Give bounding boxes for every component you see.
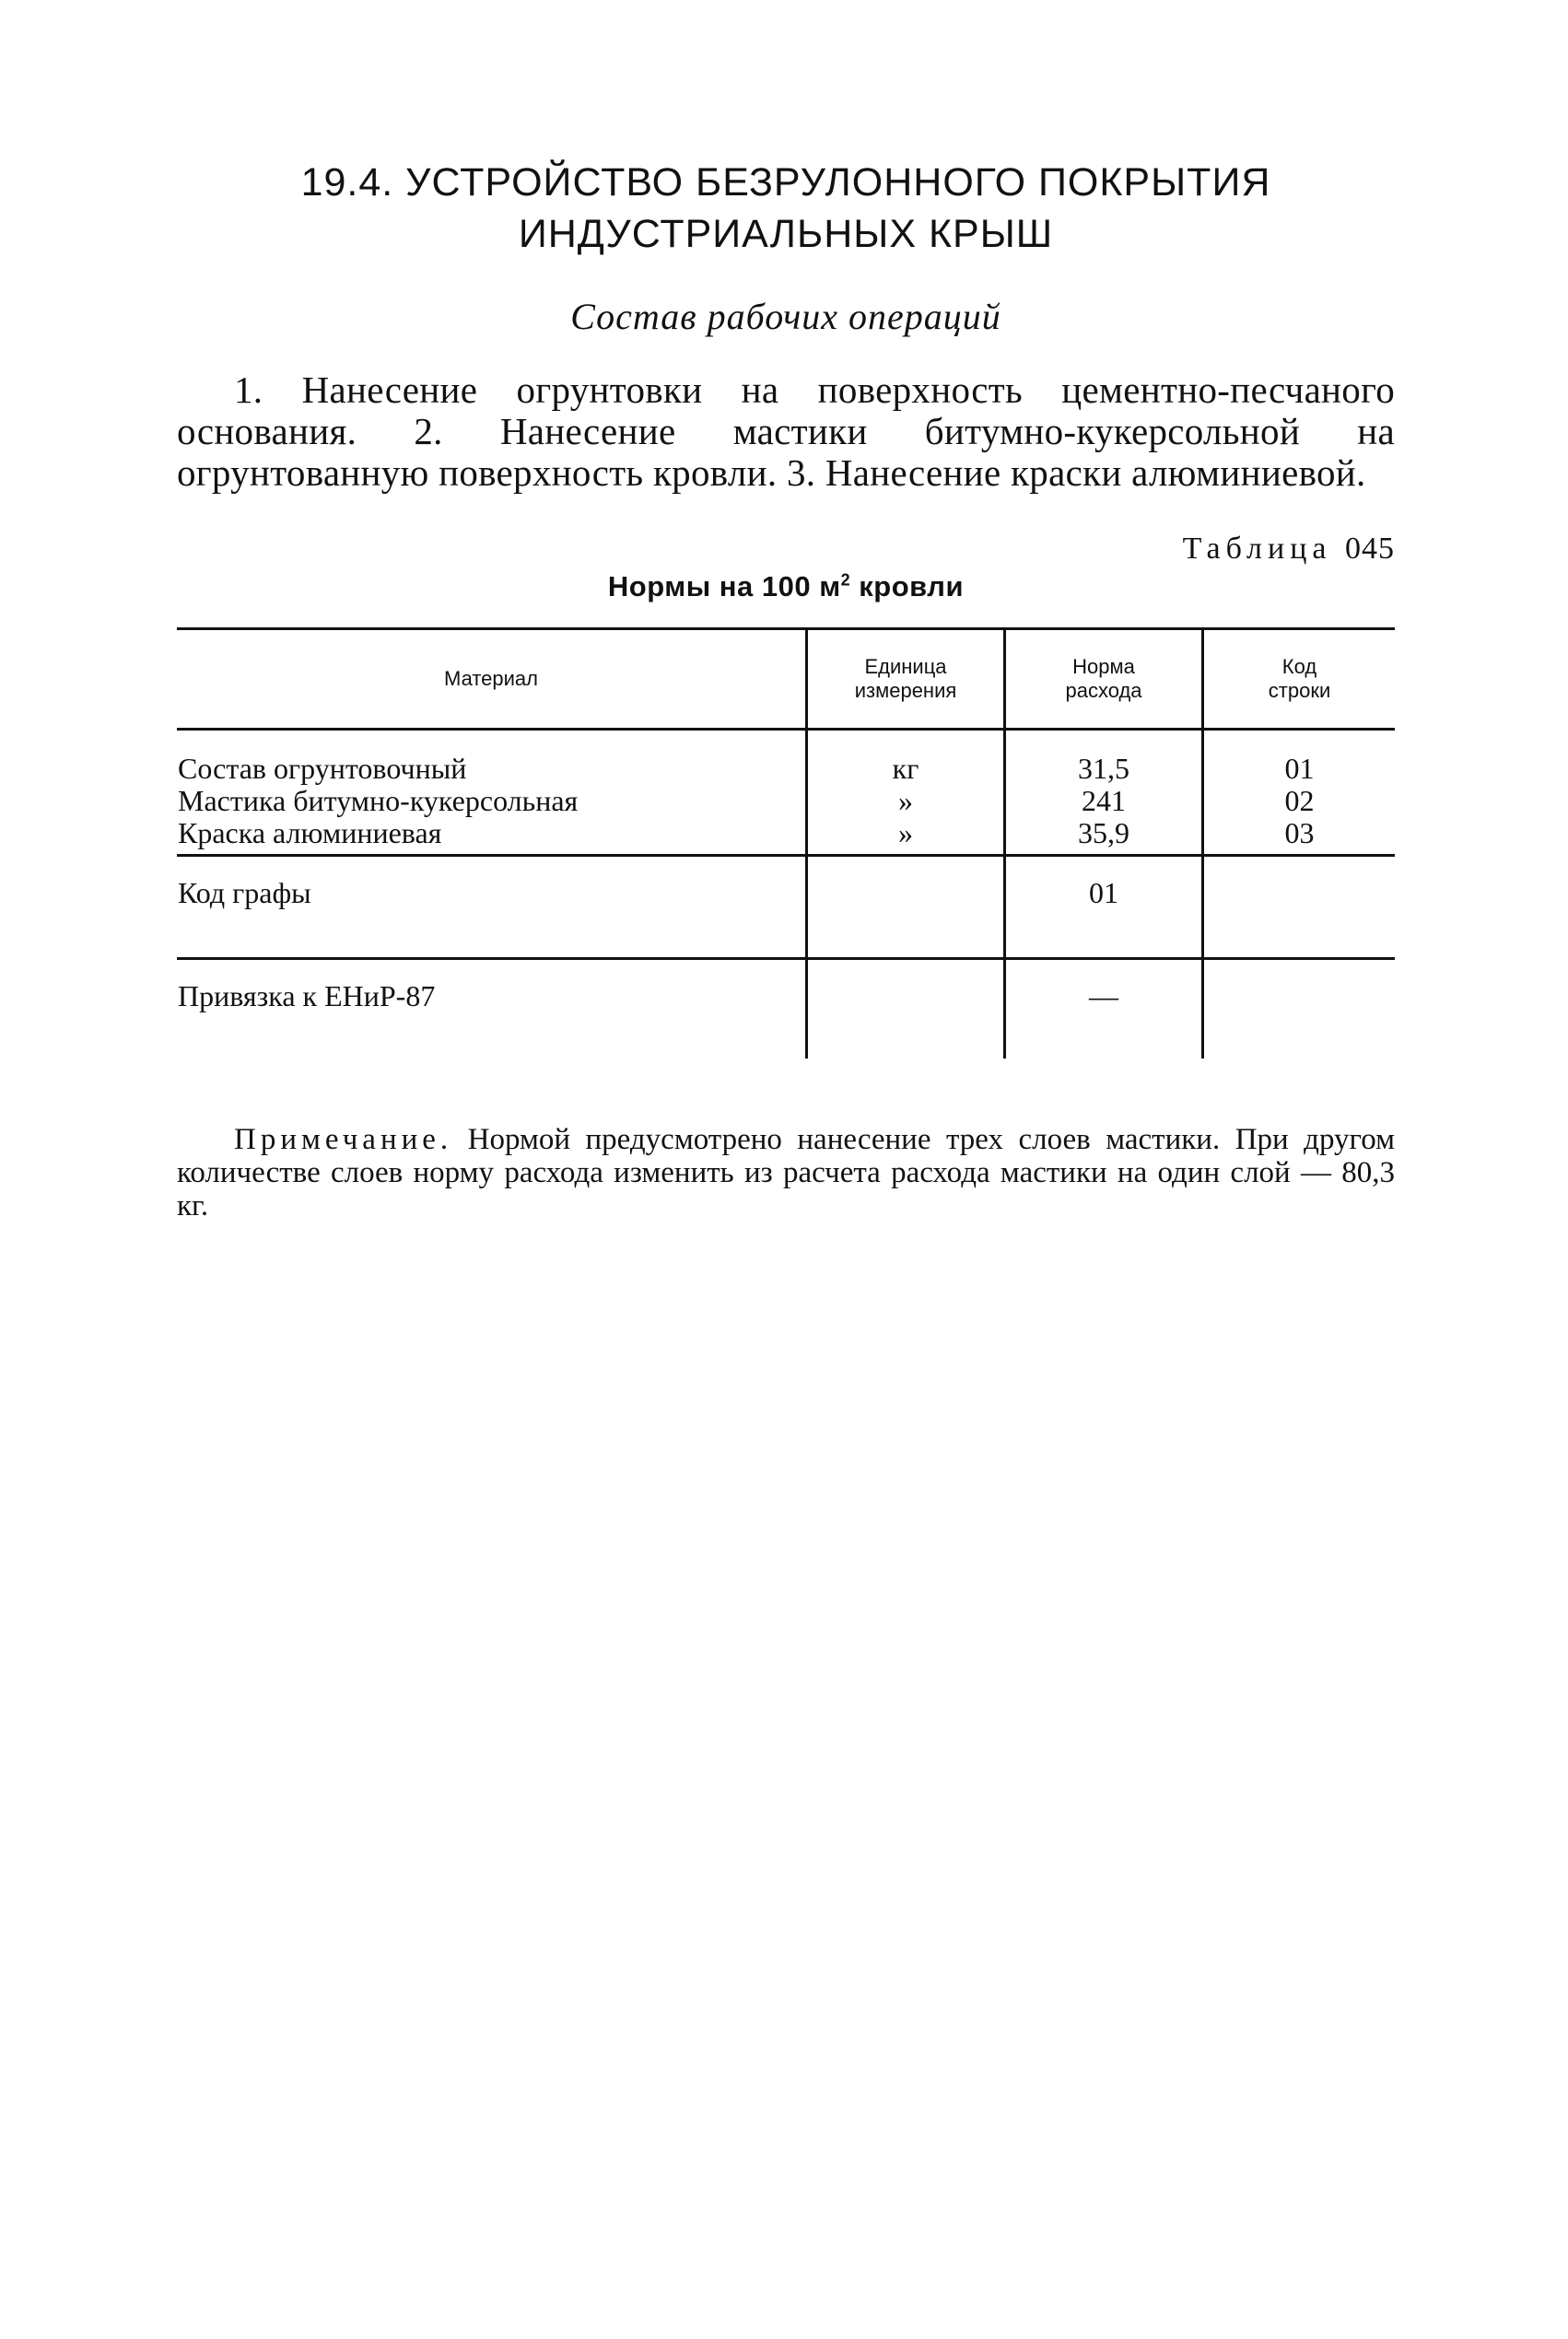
- footnote-label: Примечание.: [234, 1123, 453, 1156]
- document-page: [177, 157, 1395, 1253]
- binding-unit-empty: [807, 959, 1005, 1059]
- graph-code-value: 01: [1005, 856, 1203, 959]
- graph-code-unit-empty: [807, 856, 1005, 959]
- table-row-norm: 241: [1082, 784, 1126, 817]
- header-material: [177, 629, 807, 730]
- table-row-norm: 35,9: [1078, 816, 1129, 849]
- table-row-unit: кг: [892, 752, 919, 785]
- binding-row: [177, 959, 1395, 1059]
- table-row-unit: »: [898, 784, 913, 817]
- footnote-text: Нормой предусмотрено нанесение трех слоев мастики. При другом количестве слоев норму расхода изменить из расчета расхода мастики на один слой — 80,3 кг.: [177, 1123, 1395, 1222]
- graph-code-label: Код графы: [177, 856, 807, 959]
- table-number-value: 045: [1345, 532, 1395, 566]
- header-unit-line2: измерения: [854, 679, 957, 702]
- table-caption-pre: Нормы на 100 м: [607, 570, 841, 602]
- graph-code-row: [177, 856, 1395, 959]
- units-cell: [807, 730, 1005, 856]
- header-norm-line2: расхода: [1065, 679, 1142, 702]
- binding-label: Привязка к ЕНиР-87: [177, 959, 807, 1059]
- materials-cell: [177, 730, 807, 856]
- norms-table: [177, 627, 1395, 1058]
- table-row-material: Состав огрунтовочный: [178, 752, 467, 785]
- footnote: [177, 1123, 1395, 1222]
- header-code: [1203, 629, 1396, 730]
- table-header-row: [177, 629, 1395, 730]
- header-unit-line1: Единица: [864, 655, 947, 678]
- table-caption: [177, 570, 1395, 603]
- graph-code-code-empty: [1203, 856, 1396, 959]
- section-title: [177, 157, 1395, 260]
- section-title-line2: ИНДУСТРИАЛЬНЫХ КРЫШ: [518, 212, 1054, 256]
- table-caption-sup: 2: [840, 570, 851, 590]
- table-row-norm: 31,5: [1078, 752, 1129, 785]
- header-material-label: Материал: [444, 667, 538, 690]
- operations-subtitle: Состав рабочих операций: [570, 296, 1001, 337]
- header-norm-line1: Норма: [1072, 655, 1135, 678]
- table-number-label: Таблица: [1182, 532, 1332, 566]
- materials-row: [177, 730, 1395, 856]
- table-row-material: Краска алюминиевая: [178, 816, 442, 849]
- table-row-code: 02: [1284, 784, 1315, 817]
- table-row-unit: »: [898, 816, 913, 849]
- table-row-code: 03: [1284, 816, 1315, 849]
- section-title-line1: 19.4. УСТРОЙСТВО БЕЗРУЛОННОГО ПОКРЫТИЯ: [300, 160, 1271, 205]
- binding-value: —: [1005, 959, 1203, 1059]
- codes-cell: [1203, 730, 1396, 856]
- table-number: [177, 532, 1395, 567]
- table-row-material: Мастика битумно-кукерсольная: [178, 784, 579, 817]
- operations-text: 1. Нанесение огрунтовки на поверхность цементно-песчаного основания. 2. Нанесение мастики битумно-кукерсольной на огрунтованную поверхность кровли. 3. Нанесение краски алюминиевой.: [177, 368, 1395, 494]
- header-unit: [807, 629, 1005, 730]
- header-code-line1: Код: [1281, 655, 1317, 678]
- norms-cell: [1005, 730, 1203, 856]
- header-code-line2: строки: [1268, 679, 1331, 702]
- table-row-code: 01: [1284, 752, 1315, 785]
- header-norm: [1005, 629, 1203, 730]
- binding-code-empty: [1203, 959, 1396, 1059]
- table-caption-post: кровли: [850, 570, 965, 602]
